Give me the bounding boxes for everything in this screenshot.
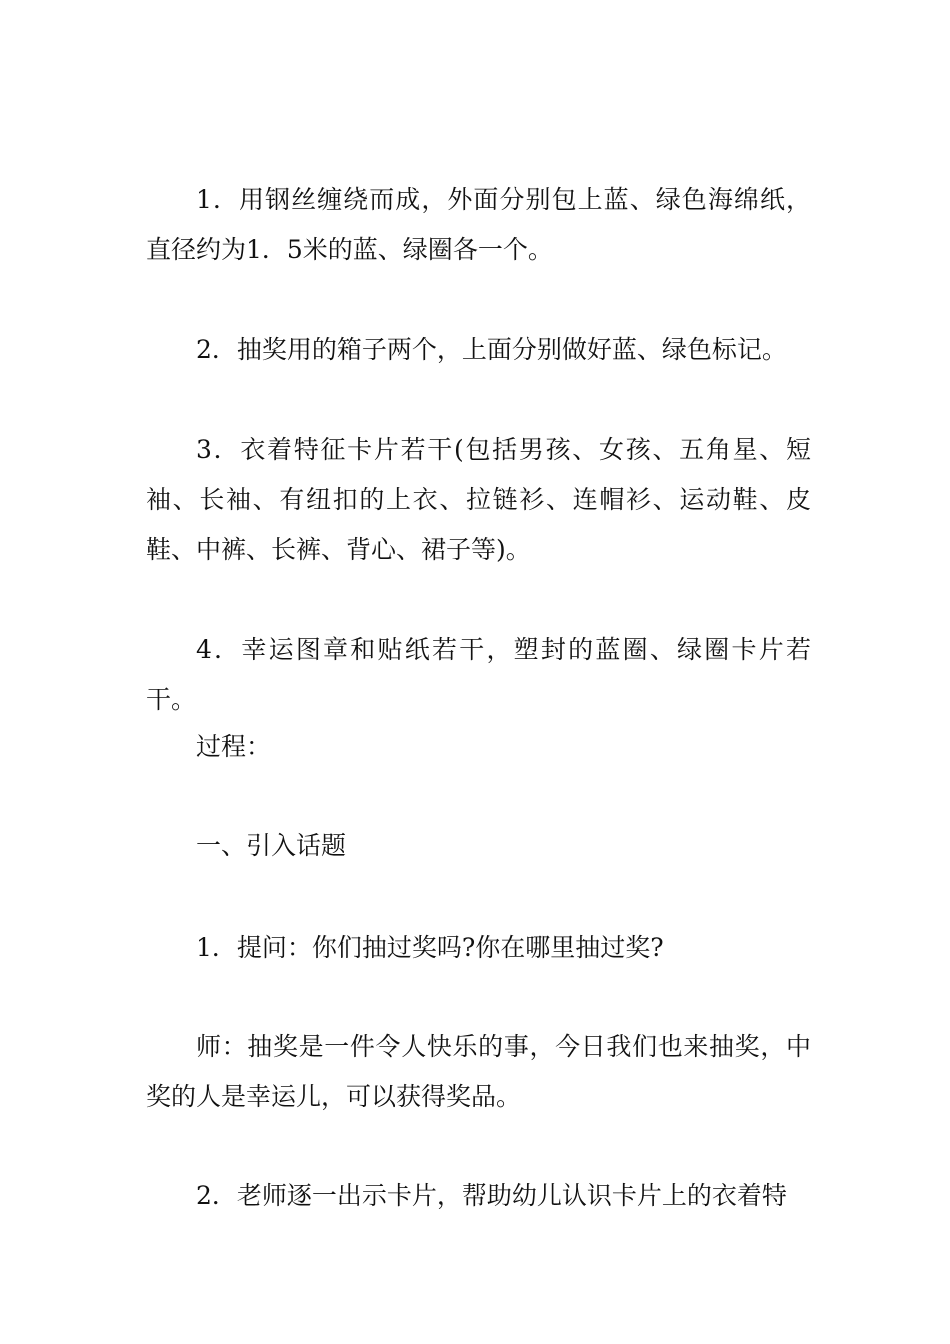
paragraph-step-1: 1．提问：你们抽过奖吗?你在哪里抽过奖? <box>196 933 664 962</box>
paragraph-process-heading: 过程： <box>196 732 272 761</box>
paragraph-material-3: 3．衣着特征卡片若干(包括男孩、女孩、五角星、短袖、长袖、有纽扣的上衣、拉链衫、连帽衫、运动鞋、皮鞋、中裤、长裤、背心、裙子等)。 <box>146 435 811 564</box>
paragraph-material-4: 4．幸运图章和贴纸若干，塑封的蓝圈、绿圈卡片若干。 <box>146 635 811 714</box>
paragraph-material-2: 2．抽奖用的箱子两个，上面分别做好蓝、绿色标记。 <box>196 335 787 364</box>
paragraph-step-2: 2．老师逐一出示卡片，帮助幼儿认识卡片上的衣着特 <box>196 1181 787 1210</box>
paragraph-material-1: 1．用钢丝缠绕而成，外面分别包上蓝、绿色海绵纸，直径约为1．5米的蓝、绿圈各一个。 <box>146 185 811 264</box>
paragraph-teacher-speech: 师：抽奖是一件令人快乐的事，今日我们也来抽奖，中奖的人是幸运儿，可以获得奖品。 <box>146 1032 811 1111</box>
paragraph-section-heading: 一、引入话题 <box>196 831 347 860</box>
